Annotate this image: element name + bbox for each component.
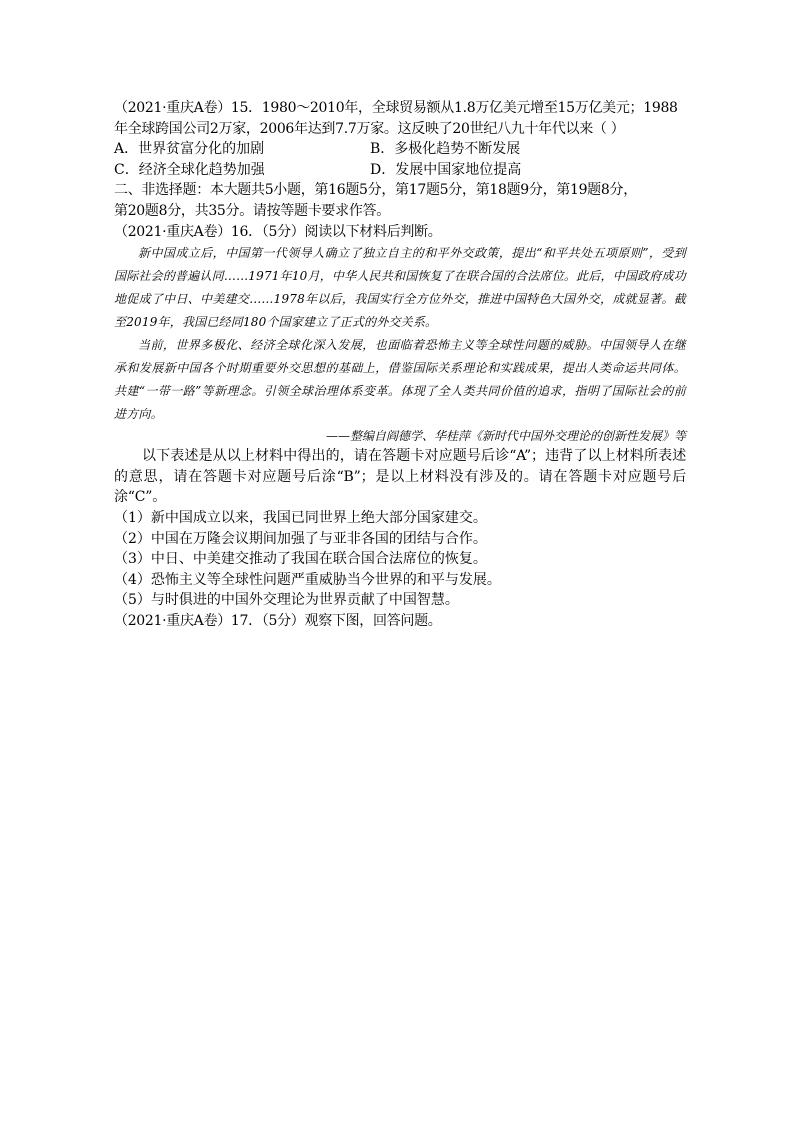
q15-option-b: B．多极化趋势不断发展 — [370, 141, 521, 158]
q15-stem-line2: 年全球跨国公司2万家，2006年达到7.7万家。这反映了20世纪八九十年代以来（ ） — [114, 120, 625, 137]
q16-statement-3: （3）中日、中美建交推动了我国在联合国合法席位的恢复。 — [114, 551, 487, 568]
q15-option-a: A．世界贫富分化的加剧 — [114, 141, 265, 158]
q17-header: （2021·重庆A卷）17．（5分）观察下图，回答问题。 — [114, 612, 442, 629]
q15-option-c: C．经济全球化趋势加强 — [114, 161, 265, 178]
section2-heading-line2: 第20题8分，共35分。请按等题卡要求作答。 — [114, 202, 390, 219]
document-page — [114, 98, 686, 632]
q16-material-passage — [114, 242, 686, 426]
q15-option-d: D．发展中国家地位提高 — [370, 161, 522, 178]
q16-statement-5: （5）与时俱进的中国外交理论为世界贡献了中国智慧。 — [114, 592, 459, 609]
q16-statement-1: （1）新中国成立以来，我国已同世界上绝大部分国家建交。 — [114, 509, 487, 526]
q16-statement-2: （2）中国在万隆会议期间加强了与亚非各国的团结与合作。 — [114, 530, 487, 547]
q15-options-row2 — [114, 160, 686, 181]
q16-material-paragraph-1: 新中国成立后，中国第一代领导人确立了独立自主的和平外交政策，提出“和平共处五项原则”，受到国际社会的普遍认同……1971年10月，中华人民共和国恢复了在联合国的合法席位。此后，中国政府成功地促成了中日、中美建交……1978年以后，我国实行全方位外交，推进中国特色大国外交，成就显著。截至2019年，我国已经同180个国家建立了正式的外交关系。 — [114, 246, 686, 330]
q16-header: （2021·重庆A卷）16．（5分）阅读以下材料后判断。 — [114, 223, 442, 240]
section2-heading-line1: 二、非选择题：本大题共5小题，第16题5分，第17题5分，第18题9分，第19题8分， — [114, 182, 637, 199]
q16-instruction: 以下表述是从以上材料中得出的，请在答题卡对应题号后诊“A”；违背了以上材料所表述的意思，请在答题卡对应题号后涂“B”；是以上材料没有涉及的。请在答题卡对应题号后涂“C”。 — [114, 448, 686, 506]
q16-statement-4: （4）恐怖主义等全球性问题严重威胁当今世界的和平与发展。 — [114, 571, 501, 588]
q16-material-source: ——整编自阎德学、华桂萍《新时代中国外交理论的创新性发展》等 — [325, 429, 686, 444]
q15-options-row1 — [114, 139, 686, 160]
q15-stem-line1: （2021·重庆A卷）15．1980～2010年，全球贸易额从1.8万亿美元增至15万亿美元；1988 — [114, 100, 678, 116]
q16-material-paragraph-2: 当前，世界多极化、经济全球化深入发展，也面临着恐怖主义等全球性问题的威胁。中国领导人在继承和发展新中国各个时期重要外交思想的基础上，借鉴国际关系理论和实践成果，提出人类命运共同体。共建“一带一路”等新理念。引领全球治理体系变革。体现了全人类共同价值的追求，指明了国际社会的前进方向。 — [114, 338, 686, 422]
